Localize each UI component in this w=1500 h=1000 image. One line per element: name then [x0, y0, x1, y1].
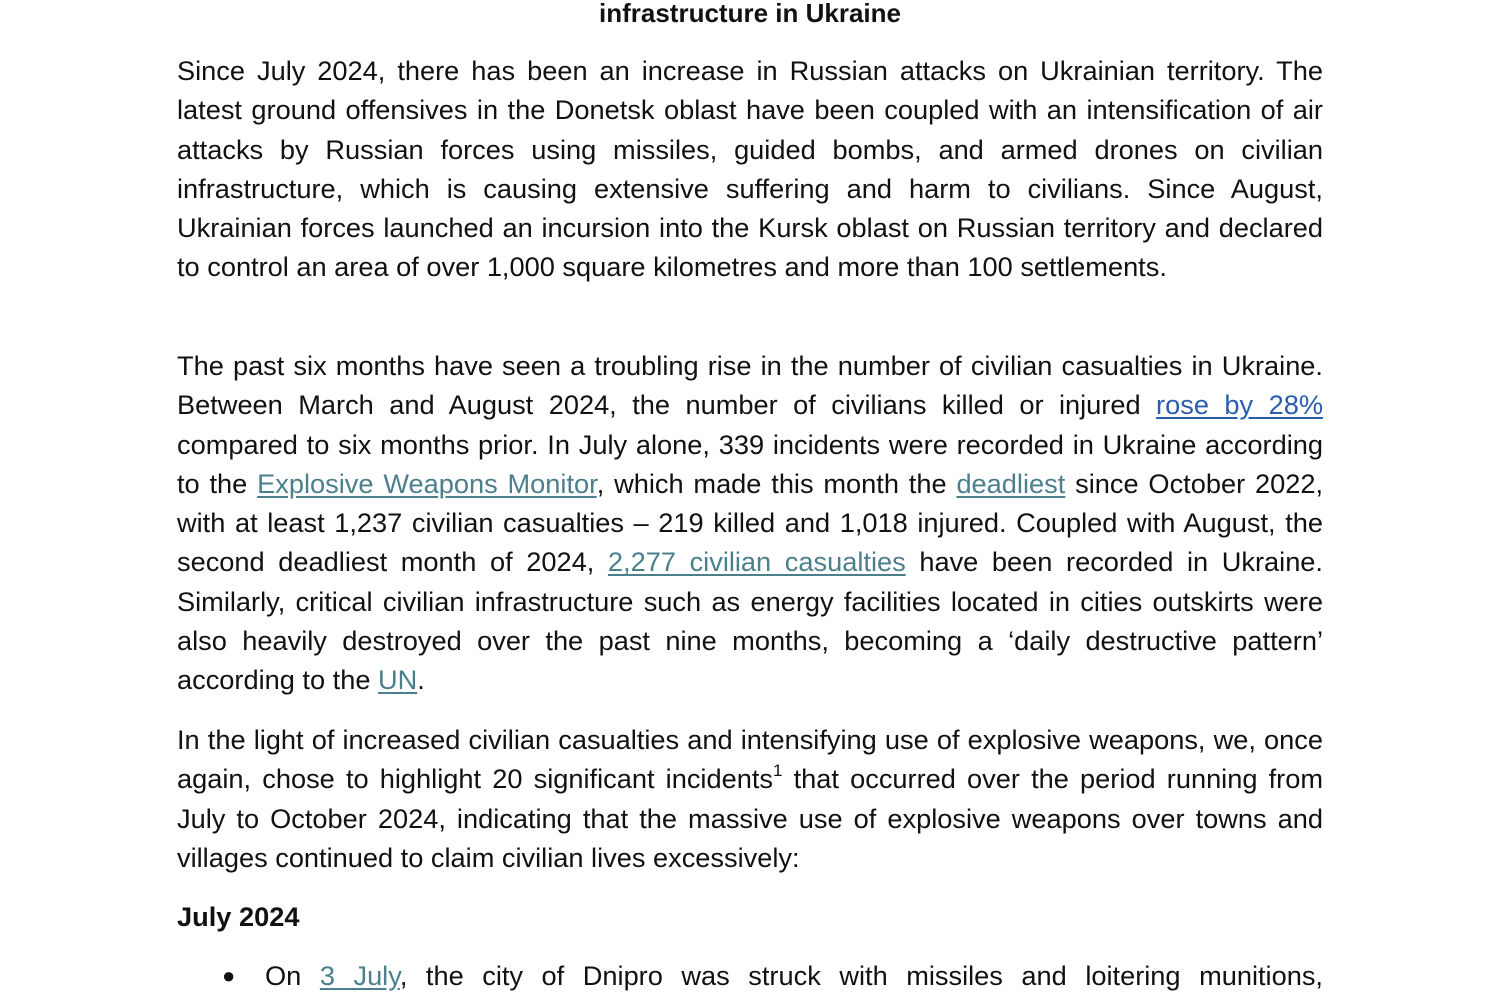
paragraph-incidents-intro: [177, 720, 1323, 877]
link-deadliest[interactable]: deadliest: [956, 467, 1066, 499]
text-segment: The past six months have seen a troubling rise in the number of civilian casualties in Ukraine. Between March and August 2024, the number of civilians killed or injured: [177, 350, 1323, 421]
text-segment: that occurred over the period running from July to October 2024, indicating that the massive use of explosive weapons over towns and villages continued to claim civilian lives excessively:: [177, 763, 1323, 873]
footnote-marker[interactable]: 1: [772, 761, 783, 781]
text-segment: On: [265, 960, 320, 991]
text-segment: , which made this month the: [596, 467, 957, 499]
text-segment: compared to six months prior. In July alone, 339 incidents were recorded in Ukraine according to the: [177, 428, 1323, 499]
link-rose-by-28[interactable]: rose by 28%: [1156, 389, 1323, 421]
text-segment: , the city of Dnipro was struck with missiles and loitering munitions,: [399, 960, 1323, 991]
section-heading-july-2024: July 2024: [177, 901, 300, 932]
link-un[interactable]: UN: [378, 664, 418, 696]
list-item-text: [265, 956, 1323, 995]
text-segment: have been recorded in Ukraine. Similarly, critical civilian infrastructure such as energy facilities located in cities outskirts were also heavily destroyed over the past nine months, becoming a ‘daily destructive pattern’ according to the: [177, 546, 1323, 696]
bullet-icon: ●: [222, 963, 236, 988]
link-civilian-casualties[interactable]: 2,277 civilian casualties: [607, 546, 906, 578]
paragraph-intro: Since July 2024, there has been an increase in Russian attacks on Ukrainian territory. The latest ground offensives in the Donetsk oblast have been coupled with an intensification of air attacks by Russian forces using missiles, guided bombs, and armed drones on civilian infrastructure, which is causing extensive suffering and harm to civilians. Since August, Ukrainian forces launched an incursion into the Kursk oblast on Russian territory and declared to control an area of over 1,000 square kilometres and more than 100 settlements.: [177, 55, 1323, 283]
text-segment: In the light of increased civilian casualties and intensifying use of explosive weapons, we, once again, chose to highlight 20 significant incidents: [177, 724, 1323, 795]
paragraph-casualties: [177, 346, 1323, 700]
text-segment: .: [417, 664, 425, 696]
text-segment: since October 2022, with at least 1,237 civilian casualties – 219 killed and 1,018 injured. Coupled with August, the second deadliest month of 2024,: [177, 467, 1323, 578]
document-heading: infrastructure in Ukraine: [599, 0, 901, 28]
link-explosive-weapons-monitor[interactable]: Explosive Weapons Monitor: [257, 467, 597, 499]
link-3-july[interactable]: 3 July: [319, 960, 400, 991]
